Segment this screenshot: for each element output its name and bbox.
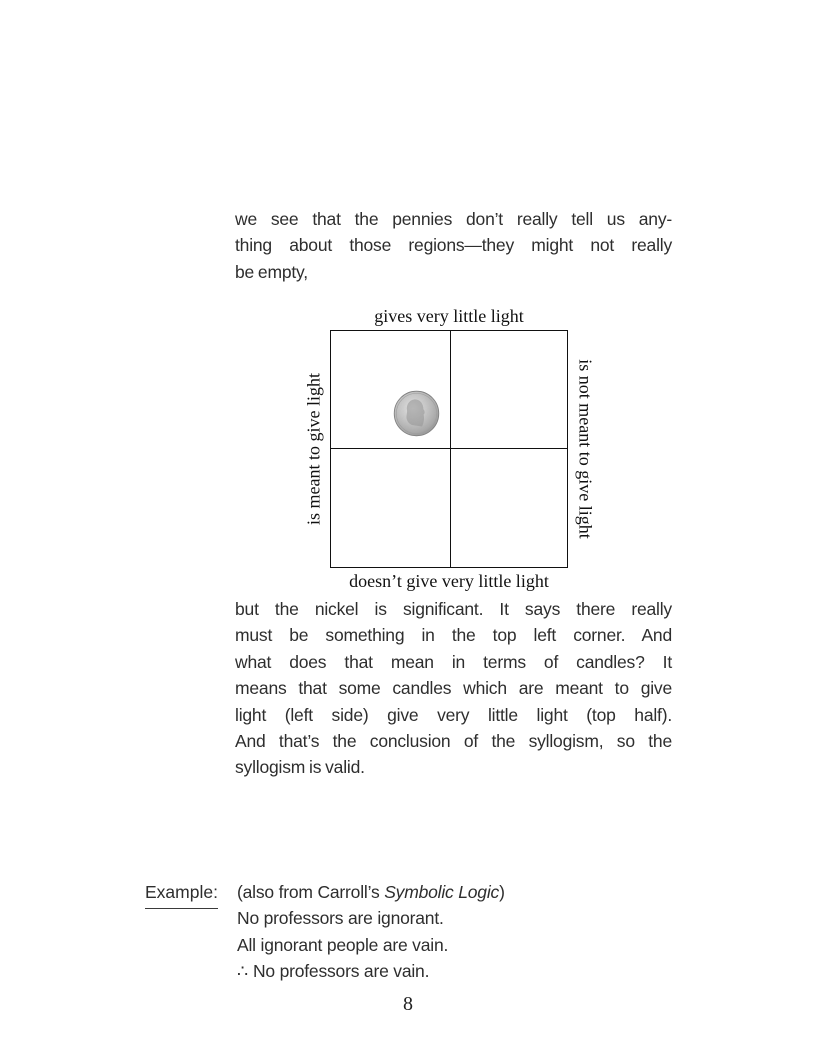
example-label-text: Example:	[145, 879, 218, 909]
carroll-diagram	[303, 306, 596, 591]
therefore-symbol: ∴	[237, 961, 248, 982]
example-source-line	[237, 879, 677, 905]
text-line: And that’s the conclusion of the syllogism, so the	[235, 731, 672, 752]
diagram-right-label: is not meant to give light	[575, 359, 596, 539]
text-line: light (left side) give very little light (top half).	[235, 704, 672, 725]
text-line: means that some candles which are meant to give	[235, 678, 672, 699]
example-source-title: Symbolic Logic	[384, 882, 500, 902]
text-line: syllogism is valid.	[235, 757, 365, 778]
body-paragraph	[235, 596, 672, 781]
text-line: be empty,	[235, 261, 308, 282]
example-premise-1: No professors are ignorant.	[237, 908, 444, 929]
text-line: thing about those regions—they might not really	[235, 235, 672, 256]
example-block	[237, 879, 677, 985]
diagram-horizontal-divider	[331, 448, 567, 449]
text-line: what does that mean in terms of candles? It	[235, 651, 672, 672]
example-conclusion-line	[237, 958, 677, 984]
diagram-vertical-divider	[450, 331, 451, 567]
diagram-left-label: is meant to give light	[303, 373, 324, 525]
intro-paragraph	[235, 206, 672, 285]
example-label	[145, 879, 218, 909]
diagram-bottom-label: doesn’t give very little light	[349, 571, 549, 591]
example-conclusion-text: No professors are vain.	[252, 961, 430, 982]
text-line: but the nickel is significant. It says there really	[235, 599, 672, 619]
text-line: must be something in the top left corner. And	[235, 625, 672, 646]
example-premise-2: All ignorant people are vain.	[237, 934, 449, 955]
example-source-prefix: (also from Carroll’s	[237, 882, 385, 902]
page-number: 8	[403, 993, 413, 1015]
text-line: we see that the pennies don’t really tell us any-	[235, 209, 672, 229]
example-source-suffix: )	[499, 882, 505, 902]
diagram-top-label: gives very little light	[374, 306, 524, 326]
nickel-coin-image	[393, 390, 440, 437]
